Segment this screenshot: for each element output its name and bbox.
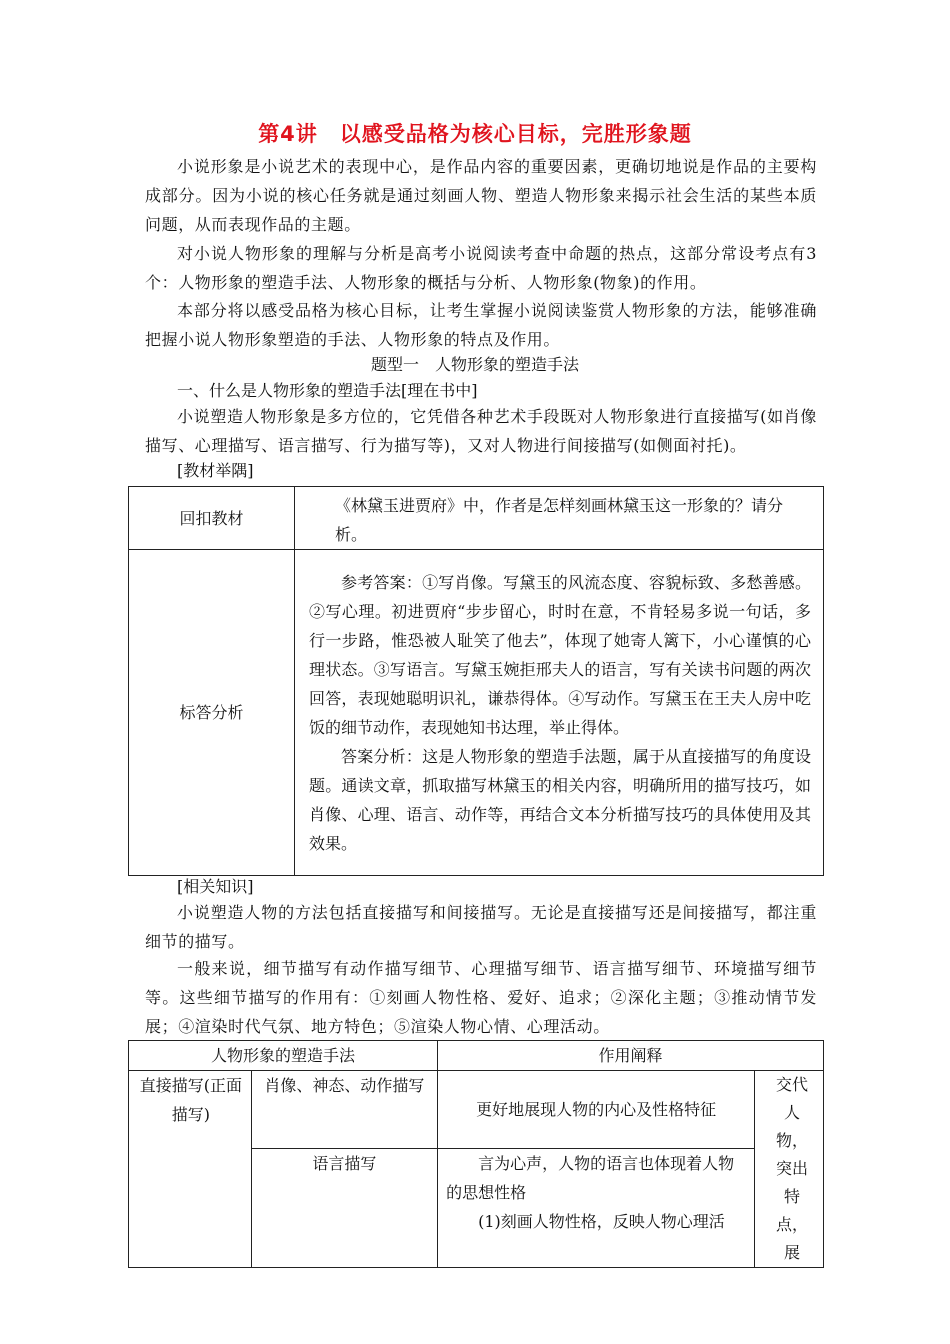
intro-paragraph-2: 对小说人物形象的理解与分析是高考小说阅读考查中命题的热点，这部分常设考点有3个：人物形象的塑造手法、人物形象的概括与分析、人物形象(物象)的作用。: [145, 244, 817, 292]
row2-label: 标答分析: [129, 550, 295, 876]
portrait-method: 肖像、神态、动作描写: [251, 1071, 437, 1149]
header-method: 人物形象的塑造手法: [129, 1041, 438, 1071]
portrait-effect: 更好地展现人物的内心及性格特征: [438, 1071, 755, 1149]
technique-table: [128, 1040, 824, 1268]
subsection-heading: 一、什么是人物形象的塑造手法[理在书中]: [177, 381, 478, 400]
speech-effect: 言为心声，人物的语言也体现着人物的思想性格 (1)刻画人物性格，反映人物心理活: [438, 1149, 755, 1268]
textbook-label: [教材举隅]: [177, 461, 254, 480]
side-effect: 交代人物，突出特点，展: [755, 1071, 824, 1268]
page-title: 第4讲 以感受品格为核心目标，完胜形象题: [258, 122, 692, 146]
intro-paragraph-1: 小说形象是小说艺术的表现中心，是作品内容的重要因素，更确切地说是作品的主要构成部分。因为小说的核心任务就是通过刻画人物、塑造人物形象来揭示社会生活的某些本质问题，从而表现作品的主题。: [145, 157, 817, 234]
row1-content: [295, 487, 824, 550]
intro-paragraph-3: 本部分将以感受品格为核心目标，让考生掌握小说阅读鉴赏人物形象的方法，能够准确把握小说人物形象塑造的手法、人物形象的特点及作用。: [145, 301, 817, 349]
row1-label: 回扣教材: [129, 487, 295, 550]
row1-text: 《林黛玉进贾府》中，作者是怎样刻画林黛玉这一形象的？请分析。: [335, 496, 784, 544]
knowledge-paragraph-2: 一般来说，细节描写有动作描写细节、心理描写细节、语言描写细节、环境描写细节等。这些细节描写的作用有：①刻画人物性格、爱好、追求；②深化主题；③推动情节发展；④渲染时代气氛、地方特色；⑤渲染人物心情、心理活动。: [145, 959, 817, 1036]
direct-description: 直接描写(正面描写): [129, 1071, 252, 1268]
textbook-table: [128, 486, 824, 876]
knowledge-label: [相关知识]: [177, 877, 254, 896]
header-effect: 作用阐释: [438, 1041, 824, 1071]
answer-analysis: 答案分析：这是人物形象的塑造手法题，属于从直接描写的角度设题。通读文章，抓取描写林黛玉的相关内容，明确所用的描写技巧，如肖像、心理、语言、动作等，再结合文本分析描写技巧的具体使用及其效果。: [309, 747, 811, 853]
knowledge-paragraph-1: 小说塑造人物的方法包括直接描写和间接描写。无论是直接描写还是间接描写，都注重细节的描写。: [145, 903, 817, 951]
speech-method: 语言描写: [251, 1149, 437, 1268]
reference-answer: 参考答案：①写肖像。写黛玉的风流态度、容貌标致、多愁善感。②写心理。初进贾府“步步留心，时时在意，不肯轻易多说一句话，多行一步路，惟恐被人耻笑了他去”，体现了她寄人篱下，小心谨慎的心理状态。③写语言。写黛玉婉拒邢夫人的语言，写有关读书问题的两次回答，表现她聪明识礼，谦恭得体。④写动作。写黛玉在王夫人房中吃饭的细节动作，表现她知书达理，举止得体。: [309, 573, 811, 737]
section-title: 题型一 人物形象的塑造手法: [370, 355, 579, 374]
subsection-paragraph: 小说塑造人物形象是多方位的，它凭借各种艺术手段既对人物形象进行直接描写(如肖像描写、心理描写、语言描写、行为描写等)，又对人物进行间接描写(如侧面衬托)。: [145, 407, 817, 455]
row2-content: [295, 550, 824, 876]
